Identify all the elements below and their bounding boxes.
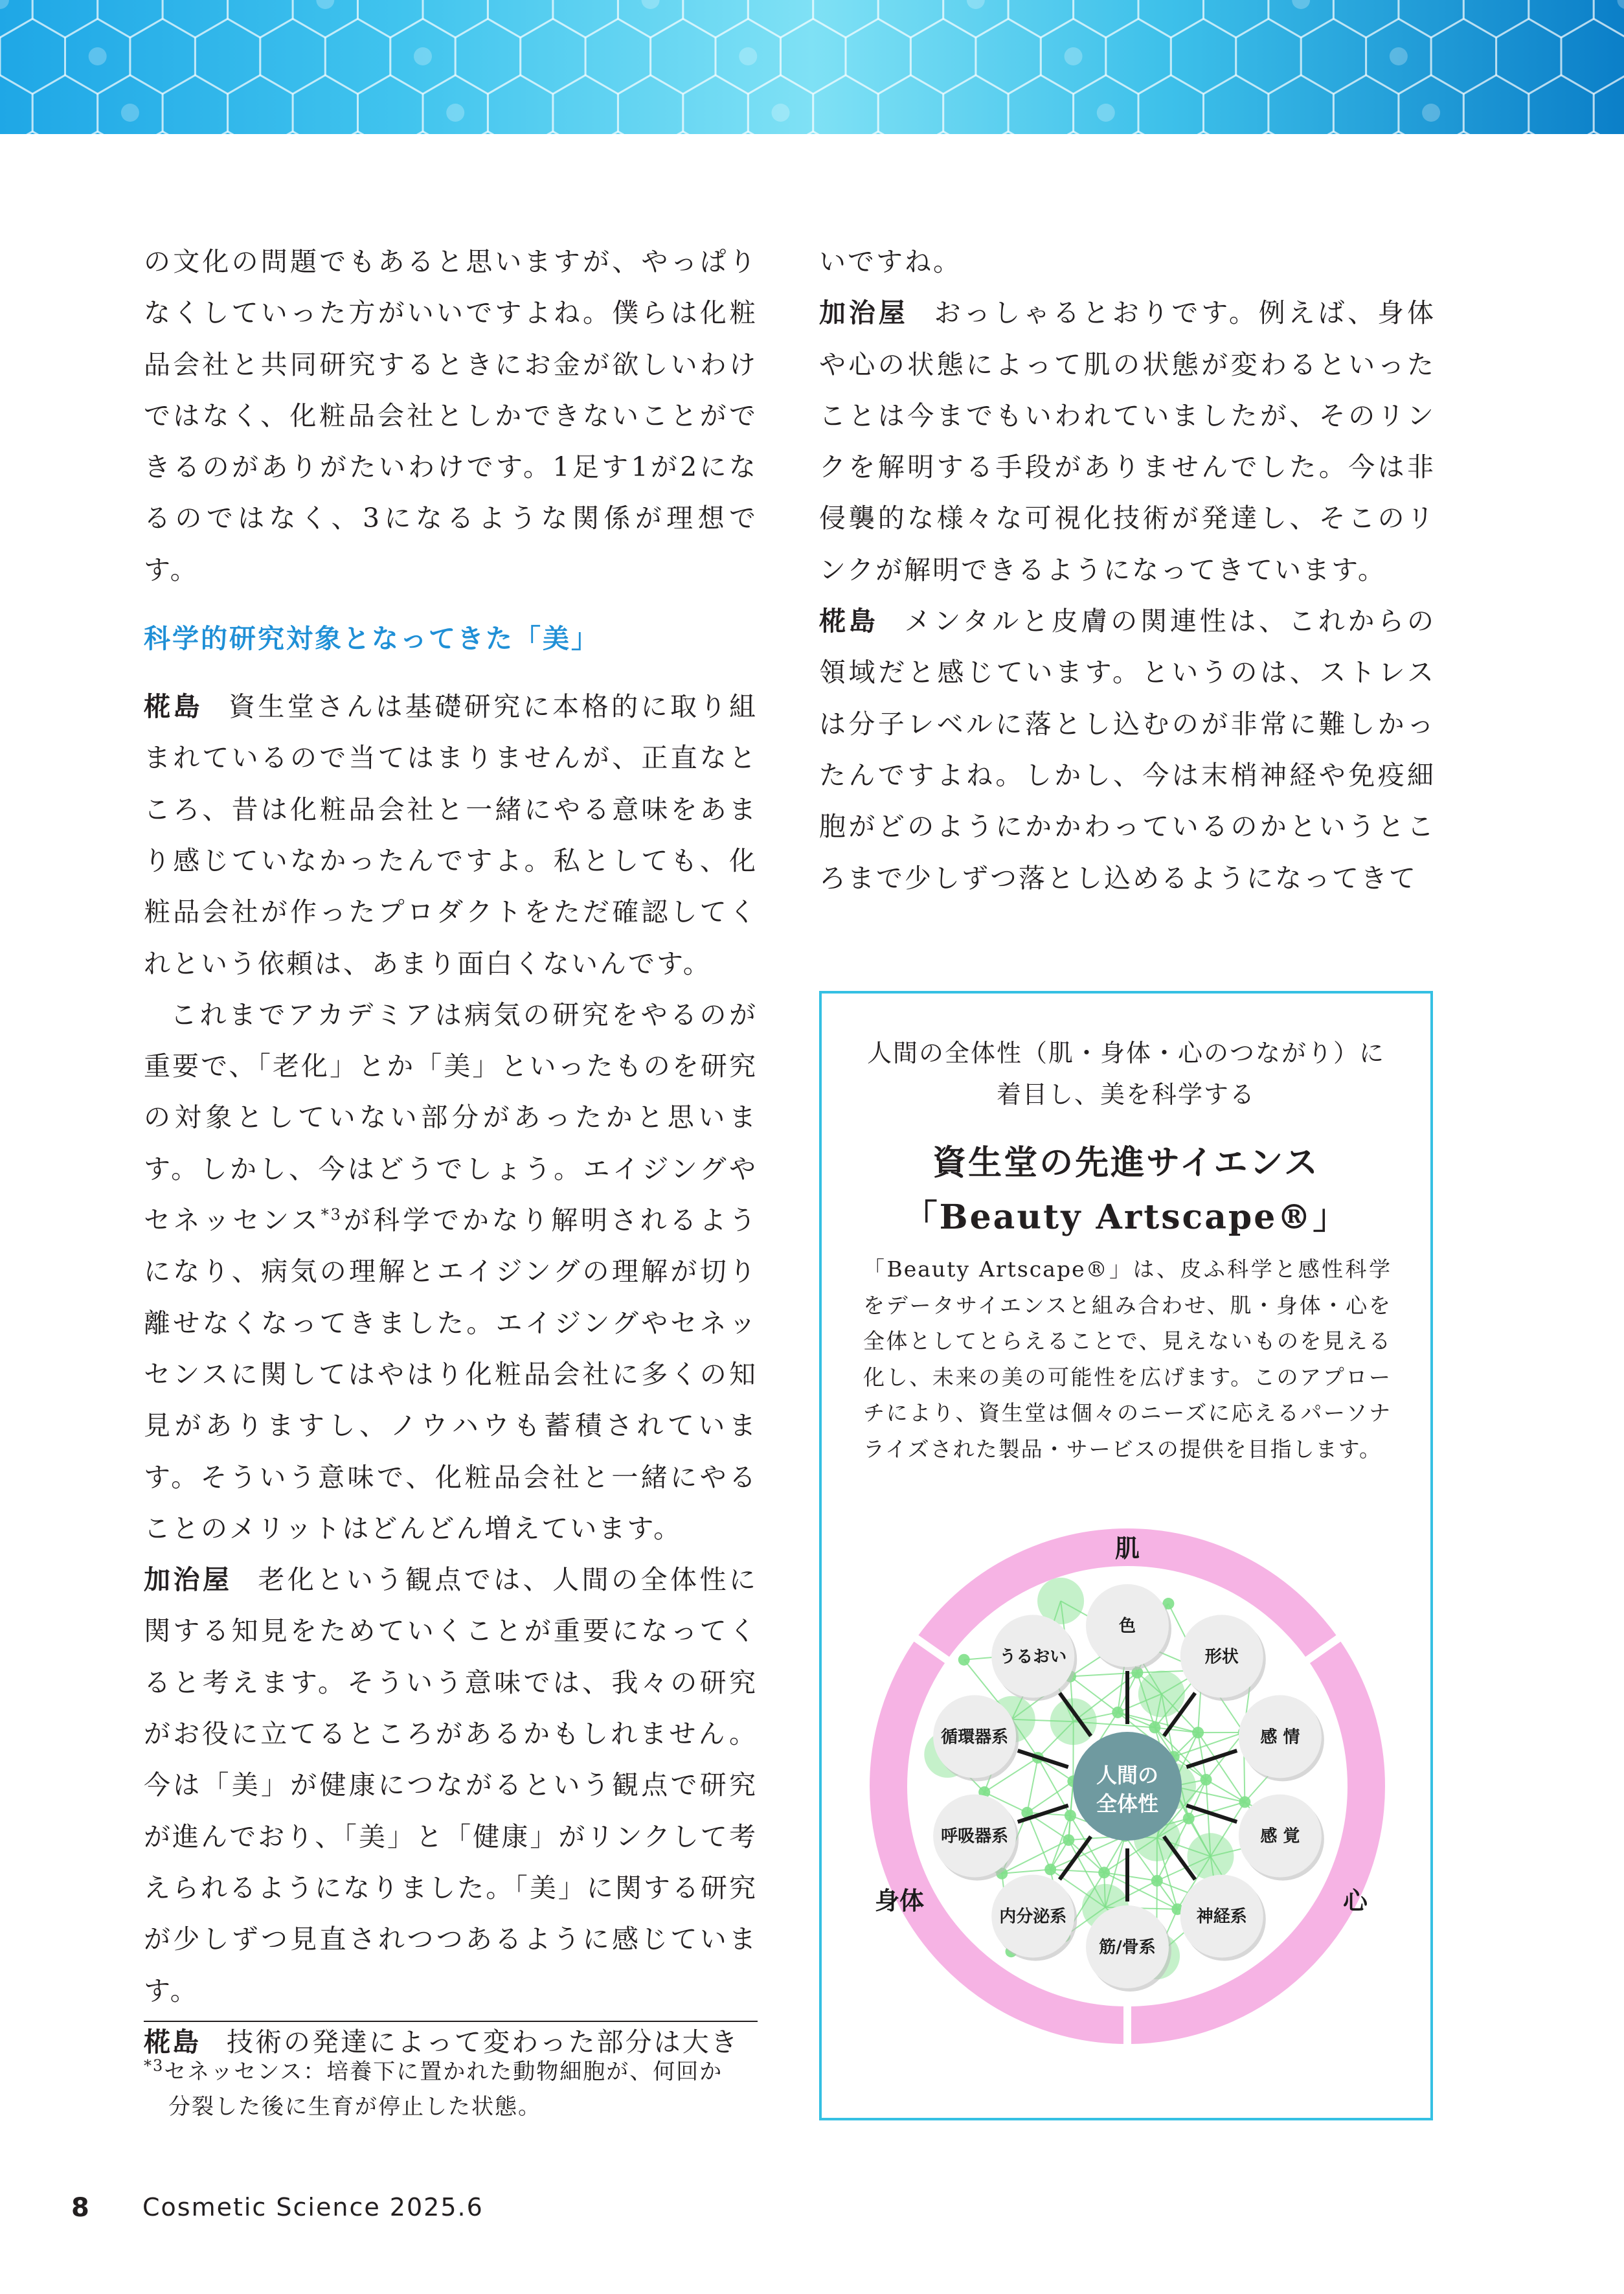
hexagon-shape (1106, 131, 1171, 134)
hexagon-shape (683, 0, 749, 38)
hexagon-shape (1138, 75, 1204, 134)
hexagon-shape (358, 75, 423, 134)
hexagon-shape (1008, 75, 1074, 134)
hexagon-shape (293, 75, 357, 134)
hexagon-shape (521, 131, 585, 134)
hexagon-shape (1431, 19, 1496, 94)
hexagon-shape (1301, 131, 1366, 134)
hexagon-shape (1463, 0, 1529, 38)
box-lead: 人間の全体性（肌・身体・心のつながり）に 着目し、美を科学する (866, 1039, 1385, 1109)
hexagon-shape (130, 131, 196, 134)
glow-dot (1065, 47, 1083, 65)
network-dot (1201, 1774, 1212, 1786)
hexagon-shape (1496, 131, 1561, 134)
hexagon-shape (32, 75, 98, 134)
hexagon-shape (390, 131, 455, 134)
node-label: 内分泌系 (999, 1907, 1067, 1927)
hexagon-shape (716, 131, 781, 134)
hexagon-shape (781, 131, 846, 134)
page-number: 8 (71, 2193, 89, 2223)
hexagon-shape (553, 0, 618, 38)
hexagon-shape (488, 0, 553, 38)
hexagon-shape (1333, 0, 1399, 38)
hexagon-shape (910, 131, 976, 134)
hexagon-shape (260, 19, 326, 94)
section-heading: 科学的研究対象となってきた「美」 (144, 623, 600, 655)
network-dot (958, 1654, 970, 1666)
node-label: 感 情 (1260, 1727, 1300, 1747)
node-label: 循環器系 (941, 1727, 1009, 1747)
glow-dot (121, 104, 139, 122)
glow-dot (414, 47, 432, 65)
header-banner (0, 0, 1624, 134)
hexagon-shape (0, 131, 65, 134)
network-dot (1149, 1721, 1160, 1733)
ring-label: 心 (1342, 1887, 1368, 1915)
hexagon-shape (846, 19, 910, 94)
hexagon-shape (1269, 75, 1333, 134)
hexagon-shape (325, 131, 390, 134)
hexagon-shape (748, 0, 813, 38)
footnote-marker: *3 (321, 1205, 343, 1224)
hexagon-shape (1204, 75, 1269, 134)
network-dot (1112, 1707, 1123, 1718)
hexagon-shape (98, 0, 163, 38)
glow-dot (0, 0, 9, 9)
network-dot (1050, 1698, 1097, 1745)
hexagon-shape (651, 19, 716, 94)
hexagon-shape (1529, 0, 1594, 38)
hexagon-shape (878, 0, 943, 38)
hexagon-pattern (0, 0, 1624, 134)
hexagon-shape (32, 0, 98, 38)
footnote-divider (144, 2021, 758, 2022)
hexagon-shape (325, 19, 390, 94)
glow-dot (446, 104, 464, 122)
network-dot (1063, 1834, 1074, 1846)
hexagon-shape (585, 19, 651, 94)
network-dot (1138, 1670, 1185, 1717)
speaker-name: 椛島 (144, 2026, 201, 2058)
paragraph: これまでアカデミアは病気の研究をやるのが重要で、「老化」とか「美」といったものを研究の対象としていない部分があったかと思います。しかし、今はどうでしょう。エイジングやセネッセンス$^{*3}$が科学でかなり解明されるようになり、病気の理解とエイジングの理解が切り離せなくなってきました。エイジングやセネッセンスに関してはやはり化粧品会社に多くの知見がありますし、ノウハウも蓄積されています。そういう意味で、化粧品会社と一緒にやることのメリットはどんどん増えています。 (144, 999, 758, 1544)
hexagon-shape (1399, 0, 1463, 38)
right-text-column (819, 236, 1436, 904)
hexagon-shape (195, 19, 260, 94)
hexagon-shape (1041, 131, 1106, 134)
node-label: 神経系 (1196, 1907, 1247, 1927)
speaker-name: 椛島 (819, 606, 879, 637)
glow-dot (1097, 104, 1115, 122)
hexagon-shape (846, 131, 910, 134)
node-label: 形状 (1204, 1647, 1239, 1667)
glow-dot (1422, 104, 1440, 122)
hexagon-shape (683, 75, 749, 134)
hexagon-shape (1074, 0, 1138, 38)
hexagon-shape (1496, 19, 1561, 94)
hexagon-shape (65, 131, 130, 134)
hexagon-shape (228, 75, 293, 134)
speaker-name: 椛島 (144, 691, 203, 723)
paragraph: 加治屋 老化という観点では、人間の全体性に関する知見をためていくことが重要になってくると考えます。そういう意味では、我々の研究がお役に立てるところがあるかもしれません。今は「美」が健康につながるという観点で研究が進んでおり、「美」と「健康」がリンクして考えられるようになりました。「美」に関する研究が少しずつ見直されつつあるように感じています。 (144, 1564, 758, 2006)
hexagon-shape (163, 0, 228, 38)
glow-dot (772, 104, 790, 122)
node-label: 感 覚 (1260, 1826, 1300, 1846)
hexagon-shape (423, 0, 488, 38)
glow-dot (1617, 0, 1624, 9)
glow-dot (316, 0, 334, 9)
hexagon-shape (455, 131, 521, 134)
hexagon-shape (813, 0, 879, 38)
network-dot (1065, 1810, 1076, 1821)
glow-dot (967, 0, 985, 9)
hexagon-shape (228, 0, 293, 38)
hexagon-shape (1594, 75, 1624, 134)
glow-dot (1390, 47, 1408, 65)
paragraph: 椛島 資生堂さんは基礎研究に本格的に取り組まれているので当てはまりませんが、正直なところ、昔は化粧品会社と一緒にやる意味をあまり感じていなかったんですよ。私としても、化粧品会社が作ったプロダクトをただ確認してくれという依頼は、あまり面白くないんです。 (144, 691, 758, 979)
hexagon-shape (0, 75, 32, 134)
paragraph: 加治屋 おっしゃるとおりです。例えば、身体や心の状態によって肌の状態が変わるといったことは今までもいわれていましたが、そのリンクを解明する手段がありませんでした。今は非侵襲的な様々な可視化技術が発達し、そこのリンクが解明できるようになってきています。 (819, 297, 1436, 585)
hexagon-shape (976, 19, 1041, 94)
journal-name: Cosmetic Science 2025.6 (142, 2193, 484, 2221)
paragraph: の文化の問題でもあると思いますが、やっぱりなくしていった方がいいですよね。僕らは化粧品会社と共同研究するときにお金が欲しいわけではなく、化粧品会社としかできないことができるのがありがたいわけです。1足す1が2になるのではなく、3になるような関係が理想です。 (144, 246, 758, 585)
speaker-name: 加治屋 (144, 1564, 232, 1596)
hexagon-shape (1301, 19, 1366, 94)
hexagon-shape (1463, 75, 1529, 134)
paragraph: 椛島 技術の発達によって変わった部分は大き (144, 2026, 739, 2058)
glow-dot (1292, 0, 1310, 9)
sidebar-box (819, 991, 1433, 2120)
network-dot (1187, 1833, 1234, 1879)
left-text-column (144, 236, 758, 2068)
hexagon-shape (1236, 19, 1302, 94)
hexagon-shape (553, 75, 618, 134)
hexagon-shape (130, 19, 196, 94)
hexagon-shape (1204, 0, 1269, 38)
network-dot (1192, 1727, 1204, 1738)
network-dot (1098, 1867, 1110, 1878)
hexagon-shape (781, 19, 846, 94)
hexagon-shape (0, 19, 65, 94)
footnote: $^{*3}$セネッセンス：培養下に置かれた動物細胞が、何回か 分裂した後に生育が停止した状態。 (144, 2056, 723, 2120)
footnote-marker: *3 (144, 2056, 164, 2075)
hexagon-shape (1236, 131, 1302, 134)
hexagon-shape (1138, 0, 1204, 38)
paragraph: いですね。 (819, 246, 962, 277)
glow-dot (739, 47, 757, 65)
center-label: 全体性 (1096, 1791, 1159, 1816)
hexagon-shape (163, 75, 228, 134)
hexagon-shape (1366, 131, 1432, 134)
speaker-name: 加治屋 (819, 297, 908, 329)
hexagon-shape (813, 75, 879, 134)
hexagon-shape (195, 131, 260, 134)
hexagon-shape (358, 0, 423, 38)
hexagon-shape (1171, 131, 1235, 134)
hexagon-shape (585, 131, 651, 134)
hexagon-shape (618, 75, 682, 134)
network-dot (1183, 1813, 1195, 1824)
hexagon-shape (488, 75, 553, 134)
hexagon-shape (1561, 131, 1624, 134)
network-dot (1239, 1796, 1250, 1808)
hexagon-shape (910, 19, 976, 94)
hexagon-shape (943, 75, 1008, 134)
hexagon-shape (1431, 131, 1496, 134)
network-dot (1044, 1863, 1056, 1875)
node-label: 呼吸器系 (941, 1826, 1009, 1846)
node-label: うるおい (999, 1647, 1067, 1667)
hexagon-shape (521, 19, 585, 94)
hexagon-shape (455, 19, 521, 94)
box-description: 「Beauty Artscape®」は、皮ふ科学と感性科学をデータサイエンスと組み合わせ、肌・身体・心を全体としてとらえることで、見えないものを見える化し、未来の美の可能性を広げます。このアプローチにより、資生堂は個々のニーズに応えるパーソナライズされた製品・サービスの提供を目指します。 (863, 1256, 1392, 1462)
glow-dot (642, 0, 660, 9)
network-dot (1151, 1875, 1163, 1887)
hexagon-shape (1171, 19, 1235, 94)
hexagon-shape (260, 131, 326, 134)
center-node (1073, 1732, 1182, 1841)
ring-label: 身体 (874, 1887, 925, 1915)
glow-dot (89, 47, 107, 65)
hexagon-shape (651, 131, 716, 134)
hexagon-shape (976, 131, 1041, 134)
hexagon-shape (1008, 0, 1074, 38)
beauty-artscape-diagram (855, 1504, 1399, 2065)
hexagon-shape (1529, 75, 1594, 134)
paragraph: 椛島 メンタルと皮膚の関連性は、これからの領域だと感じています。というのは、ストレスは分子レベルに落とし込むのが非常に難しかったんですよね。しかし、今は末梢神経や免疫細胞がどのようにかかわっているのかというところまで少しずつ落とし込めるようになってきて (819, 606, 1436, 894)
hexagon-shape (878, 75, 943, 134)
node-label: 筋/骨系 (1099, 1938, 1156, 1957)
center-label: 人間の (1096, 1763, 1159, 1788)
node-label: 色 (1118, 1617, 1136, 1636)
box-title: 資生堂の先進サイエンス 「Beauty Artscape®」 (903, 1143, 1349, 1237)
ring-label: 肌 (1114, 1534, 1140, 1563)
hexagon-shape (1333, 75, 1399, 134)
hexagon-shape (1106, 19, 1171, 94)
